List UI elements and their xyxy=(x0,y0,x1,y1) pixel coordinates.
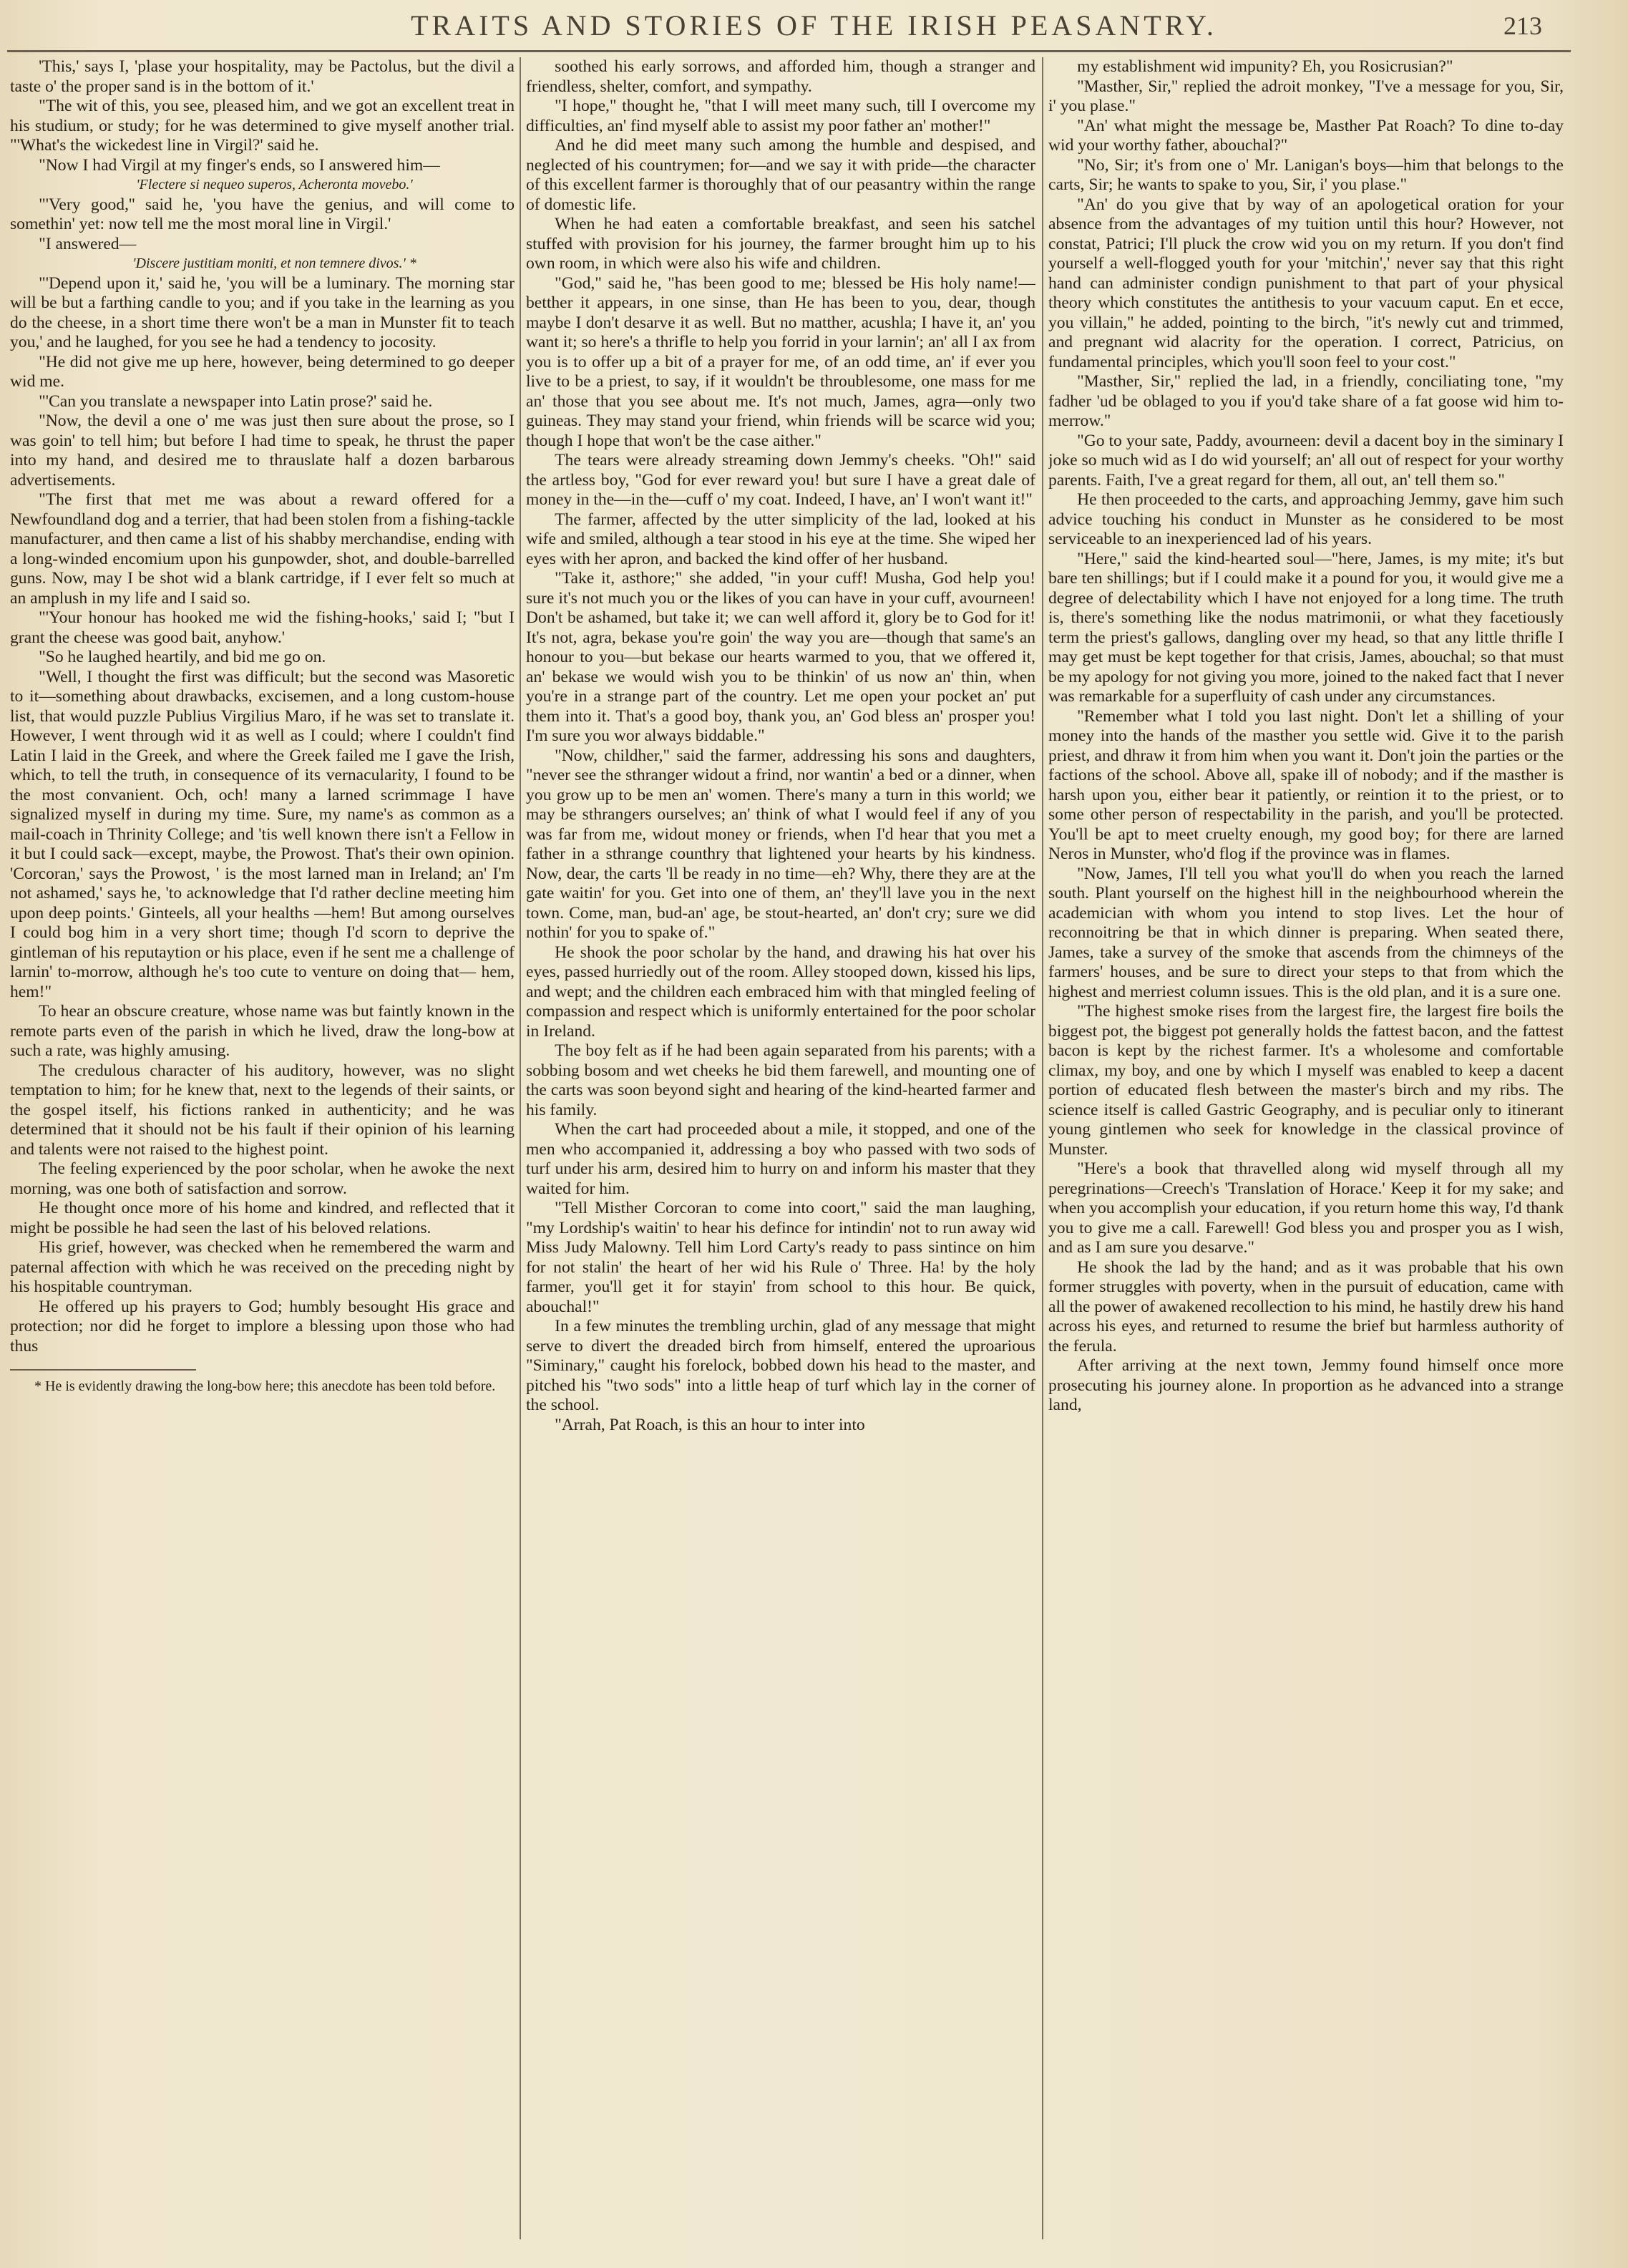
paragraph: He shook the poor scholar by the hand, and drawing his hat over his eyes, passed hurriedly out of the room. Alley stooped down, kissed his lips, and wept; and the children each embraced him with that mingled feeling of compassion and respect which is uniformly entertained for the poor scholar in Ireland. xyxy=(526,943,1035,1041)
paragraph: 'This,' says I, 'plase your hospitality, may be Pactolus, but the divil a taste o' the proper sand is in the bottom of it.' xyxy=(10,57,515,96)
paragraph: "The first that met me was about a reward offered for a Newfoundland dog and a terrier, that had been stolen from a fishing-tackle manufacturer, and then came a list of his shabby merchandise, ending with a long-winded encomium upon his gunpowder, shot, and double-barrelled guns. Now, may I be shot wid a blank cartridge, if I ever felt so much at an amplush in my life and I said so. xyxy=(10,490,515,608)
paragraph: "Tell Misther Corcoran to come into coort," said the man laughing, "my Lordship's waitin' to hear his defince for intindin' not to run away wid Miss Judy Malowny. Tell him Lord Carty's ready to pass sintince on him for not stalin' the heart of her wid his Rule o' Three. Ha! by the holy farmer, you'll get it for stayin' from school to this hour. Be quick, abouchal!" xyxy=(526,1199,1035,1316)
column-1 xyxy=(10,57,515,2251)
paragraph: "'Depend upon it,' said he, 'you will be a luminary. The morning star will be but a farthing candle to you; and if you take in the learning as you do the cheese, in a short time there won't be a man in Munster fit to teach you,' and he laughed, for you see he had a tendency to jocosity. xyxy=(10,273,515,351)
column-3-text xyxy=(1048,57,1564,1416)
paragraph: "Well, I thought the first was difficult; but the second was Masoretic to it—something about drawbacks, excisemen, and a long custom-house list, that would puzzle Publius Virgilius Maro, if he was set to translate it. However, I went through wid it as well as I could; where I couldn't find Latin I laid in the Greek, and where the Greek failed me I gave the Irish, which, to tell the truth, in consequence of its vernacularity, I found to be the most convanient. Och, och! many a larned scrimmage I have signalized myself in during my time. Sure, my name's as common as a mail-coach in Thrinity College; and 'tis well known there isn't a Fellow in it but I could sack—except, maybe, the Prowost. That's their own opinion. 'Corcoran,' says the Prowost, ' is the most larned man in Ireland; an' I'm not ashamed,' says he, 'to acknowledge that I'd rather decline meeting him upon deep points.' Ginteels, all your healths —hem! But among ourselves I could bog him in a very short time; though I'd scorn to deprive the gintleman of his reputaytion or his place, even if he sent me a challenge of larnin' to-morrow, although he's too cute to venture on doing that— hem, hem!" xyxy=(10,667,515,1001)
paragraph: "No, Sir; it's from one o' Mr. Lanigan's boys—him that belongs to the carts, Sir; he wants to spake to you, Sir, i' you plase." xyxy=(1048,155,1564,194)
paragraph: "Here's a book that thravelled along wid myself through all my peregrinations—Creech's 'Translation of Horace.' Keep it for my sake; and when you accomplish your education, if you return home this way, I'd thank you to give me a call. Farewell! God bless you and prosper you as I wish, and as I am sure you desarve." xyxy=(1048,1159,1564,1257)
paragraph: When the cart had proceeded about a mile, it stopped, and one of the men who accompanied it, addressing a boy who passed with two sods of turf under his arm, desired him to hurry on and inform his master that they waited for him. xyxy=(526,1120,1035,1198)
paragraph: When he had eaten a comfortable breakfast, and seen his satchel stuffed with provision for his journey, the farmer brought him up to his own room, in which were also his wife and children. xyxy=(526,215,1035,273)
paragraph: After arriving at the next town, Jemmy found himself once more prosecuting his journey alone. In proportion as he advanced into a strange land, xyxy=(1048,1356,1564,1414)
paragraph: "The highest smoke rises from the largest fire, the largest fire boils the biggest pot, the biggest pot generally holds the fattest bacon, and the fattest bacon is kept by the richest farmer. It's a wholesome and comfortable climax, my boy, and one by which I myself was enabled to keep a dacent portion of educated flesh between the master's birch and my ribs. The science itself is called Gastric Geography, and is peculiar only to itinerant young gintlemen who seek for knowledge in the classical province of Munster. xyxy=(1048,1002,1564,1159)
paragraph: To hear an obscure creature, whose name was but faintly known in the remote parts even of the parish in which he lived, draw the long-bow at such a rate, was highly amusing. xyxy=(10,1002,515,1060)
paragraph: "Take it, asthore;" she added, "in your cuff! Musha, God help you! sure it's not much you or the likes of you can have in your cuff, avourneen! Don't be ashamed, but take it; we can well afford it, glory be to God for it! It's not, agra, bekase you're goin' the way you are—though that same's an honour to you—but bekase our hearts warmed to you, that we offered it, an' bekase we would wish you to be thinkin' of us now an' thin, when you're in a strange part of the country. Let me open your pocket an' put them into it. That's a good boy, thank you, an' God bless an' prosper you! I'm sure you wor always biddable." xyxy=(526,569,1035,745)
column-2 xyxy=(526,57,1035,2251)
header-rule xyxy=(7,50,1571,52)
paragraph: "An' what might the message be, Masther Pat Roach? To dine to-day wid your worthy father, abouchal?" xyxy=(1048,116,1564,155)
footnote-rule xyxy=(10,1369,196,1371)
paragraph: my establishment wid impunity? Eh, you Rosicrusian?" xyxy=(1077,57,1453,76)
paragraph: "'Can you translate a newspaper into Latin prose?' said he. xyxy=(39,391,433,411)
footnote: * He is evidently drawing the long-bow here; this anecdote has been told before. xyxy=(34,1378,496,1394)
running-title: TRAITS AND STORIES OF THE IRISH PEASANTRY. xyxy=(411,9,1217,42)
paragraph: "Arrah, Pat Roach, is this an hour to inter into xyxy=(555,1415,865,1434)
column-1-text-b xyxy=(10,195,515,255)
paragraph: "Now, the devil a one o' me was just then sure about the prose, so I was goin' to tell him; but before I had time to speak, he thrust the paper into my hand, and desired me to thrauslate half a dozen barbarous advertisements. xyxy=(10,412,515,490)
latin-quote-1: 'Flectere si nequeo superos, Acheronta movebo.' xyxy=(136,177,413,193)
paragraph: "Remember what I told you last night. Don't let a shilling of your money into the hands of the masther you settle wid. Give it to the parish priest, and dhraw it from him when you want it. Don't join the parties or the factions of the school. Above all, spake ill of nobody; and if the masther is harsh upon you, either bear it patiently, or reintion it to the priest, or to some other person of respectability in the parish, and you'll be protected. You'll be apt to meet cruelty enough, my good boy; for there are larned Neros in Munster, who'd flog if the province was in flames. xyxy=(1048,706,1564,863)
paragraph: "Go to your sate, Paddy, avourneen: devil a dacent boy in the siminary I joke so much wid as I do wid yourself; an' all out of respect for your worthy parents. Faith, I've a great regard for them, all out, an' tell them so." xyxy=(1048,431,1564,490)
column-3 xyxy=(1048,57,1564,2251)
page-number: 213 xyxy=(1503,11,1542,40)
paragraph: "'Very good,'' said he, 'you have the genius, and will come to somethin' yet: now tell me the most moral line in Virgil.' xyxy=(10,195,515,233)
paragraph: "God," said he, "has been good to me; blessed be His holy name!—betther it appears, in one sinse, than He has been to you, dear, though maybe I don't desarve it as well. But no matther, acushla; I have it, an' you want it; so here's a thrifle to help you forrid in your larnin'; an' all I ax from you is to offer up a bit of a prayer for me, of an odd time, an' if ever you live to be a priest, to say, if it wouldn't be throublesome, one mass for me an' those that you see about me. It's not much, James, agra—only two guineas. They may stand your friend, whin friends will be scarce wid you; though I hope that won't be the case aither." xyxy=(526,273,1035,450)
paragraph: "An' do you give that by way of an apologetical oration for your absence from the advantages of my tuition until this hour? However, not constat, Patrici; I'll pluck the crow wid you on my return. If you don't find yourself a well-flogged youth for your 'mitchin',' never say that this right hand can administer condign punishment to that part of your physical theory which constitutes the antithesis to your vacuum caput. En et ecce, you villain," he added, pointing to the birch, "it's newly cut and trimmed, and pregnant wid alacrity for the operation. I correct, Patricius, on fundamental principles, which you'll soon feel to your cost." xyxy=(1048,195,1564,371)
column-rule-1 xyxy=(520,57,521,2239)
paragraph: The credulous character of his auditory, however, was no slight temptation to him; for he knew that, next to the legends of their saints, or the gospel itself, his fictions ranked in authenticity; and he was determined that it should not be his fault if their opinion of his learning and talents were not raised to the highest point. xyxy=(10,1061,515,1159)
paragraph: soothed his early sorrows, and afforded him, though a stranger and friendless, shelter, comfort, and sympathy. xyxy=(526,57,1035,96)
page-header xyxy=(0,4,1628,47)
paragraph: "So he laughed heartily, and bid me go on. xyxy=(39,648,326,666)
paragraph: "Masther, Sir," replied the adroit monkey, "I've a message for you, Sir, i' you plase." xyxy=(1048,77,1564,115)
paragraph: "He did not give me up here, however, being determined to go deeper wid me. xyxy=(10,352,515,391)
latin-quote-2: 'Discere justitiam moniti, et non temnere divos.' * xyxy=(132,255,416,271)
column-1-text-c xyxy=(10,274,515,1357)
column-1-text-a xyxy=(10,57,515,175)
paragraph: "Here," said the kind-hearted soul—"here, James, is my mite; it's but bare ten shillings; but if I could make it a pound for you, it would give me a degree of delectability which I have not enjoyed for a long time. The truth is, there's something like the nodus matrimonii, or what they facetiously term the priest's gallows, dangling over my head, so that any little thrifle I may get must be kept together for that crisis, James, abouchal; so that must be my apology for not giving you more, joined to the naked fact that I never was remarkable for a superfluity of cash under any circumstances. xyxy=(1048,549,1564,706)
paragraph: "The wit of this, you see, pleased him, and we got an excellent treat in his studium, or study; for he was determined to give myself another trial. "'What's the wickedest line in Virgil?' said he. xyxy=(10,97,515,155)
paragraph: He offered up his prayers to God; humbly besought His grace and protection; nor did he forget to implore a blessing upon those who had thus xyxy=(10,1297,515,1356)
paragraph: In a few minutes the trembling urchin, glad of any message that might serve to divert the dreaded birch from himself, entered the uproarious "Siminary," caught his forelock, bobbed down his head to the master, and pitched his "two sods" into a little heap of turf which lay in the corner of the school. xyxy=(526,1317,1035,1414)
paragraph: "'Your honour has hooked me wid the fishing-hooks,' said I; "but I grant the cheese was good bait, anyhow.' xyxy=(10,608,515,647)
column-rule-2 xyxy=(1042,57,1043,2239)
paragraph: "Now, childher," said the farmer, addressing his sons and daughters, "never see the sthranger widout a frind, nor wantin' a bed or a dinner, when you grow up to be men an' women. There's many a turn in this world; we may be sthrangers ourselves; an' think of what I would feel if any of you was far from me, widout money or friends, when I'd hear that you met a father in a sthrange counthry that lightened your hearts by his kindness. Now, dear, the carts 'll be ready in no time—eh? Why, there they are at the gate waitin' for you. Get into one of them, an' they'll lave you in the next town. Come, man, bud-an' age, be stout-hearted, an' don't cry; sure we did nothin' for you to spake of." xyxy=(526,746,1035,942)
paragraph: The farmer, affected by the utter simplicity of the lad, looked at his wife and smiled, although a tear stood in his eye at the time. She wiped her eyes with her apron, and backed the kind offer of her husband. xyxy=(526,510,1035,568)
paragraph: His grief, however, was checked when he remembered the warm and paternal affection with which he was received on the preceding night by his hospitable countryman. xyxy=(10,1238,515,1296)
paragraph: He shook the lad by the hand; and as it was probable that his own former struggles with poverty, when in the pursuit of education, came with all the power of awakened recollection to his mind, he hastily drew his hand across his eyes, and returned to resume the brief but harmless authority of the ferula. xyxy=(1048,1257,1564,1356)
paragraph: "Masther, Sir," replied the lad, in a friendly, conciliating tone, "my fadher 'ud be oblaged to you if you'd take share of a fat goose wid him to-merrow." xyxy=(1048,372,1564,430)
paragraph: The boy felt as if he had been again separated from his parents; with a sobbing bosom and wet cheeks he bid them farewell, and mounting one of the carts was soon beyond sight and hearing of the kind-hearted farmer and his family. xyxy=(526,1041,1035,1119)
paragraph: And he did meet many such among the humble and despised, and neglected of his countrymen; for—and we say it with pride—the character of this excellent farmer is thoroughly that of our peasantry within the range of domestic life. xyxy=(526,136,1035,214)
paragraph: "Now, James, I'll tell you what you'll do when you reach the larned south. Plant yourself on the highest hill in the neighbourhood wherein the academician with whom you intend to stop lives. Let the hour of reconnoitring be that in which dinner is preparing. When seated there, James, take a survey of the smoke that ascends from the chimneys of the farmers' houses, and be sure to direct your steps to that from which the highest and merriest column issues. This is the old plan, and it is a sure one. xyxy=(1048,864,1564,1001)
paragraph: "I answered— xyxy=(39,234,137,253)
paragraph: He thought once more of his home and kindred, and reflected that it might be possible he had seen the last of his beloved relations. xyxy=(10,1199,515,1237)
paragraph: "Now I had Virgil at my finger's ends, so I answered him— xyxy=(39,155,440,175)
paragraph: He then proceeded to the carts, and approaching Jemmy, gave him such advice touching his conduct in Munster as he considered to be most serviceable to an inexperienced lad of his years. xyxy=(1048,490,1564,548)
column-2-text xyxy=(526,57,1035,1435)
paragraph: "I hope," thought he, "that I will meet many such, till I overcome my difficulties, an' find myself able to assist my poor father an' mother!" xyxy=(526,97,1035,135)
paragraph: The tears were already streaming down Jemmy's cheeks. "Oh!" said the artless boy, "God for ever reward you! but sure I have a great dale of money in the—in the—cuff o' my coat. Indeed, I have, an' I won't want it!" xyxy=(526,451,1035,509)
paragraph: The feeling experienced by the poor scholar, when he awoke the next morning, was one both of satisfaction and sorrow. xyxy=(10,1159,515,1198)
